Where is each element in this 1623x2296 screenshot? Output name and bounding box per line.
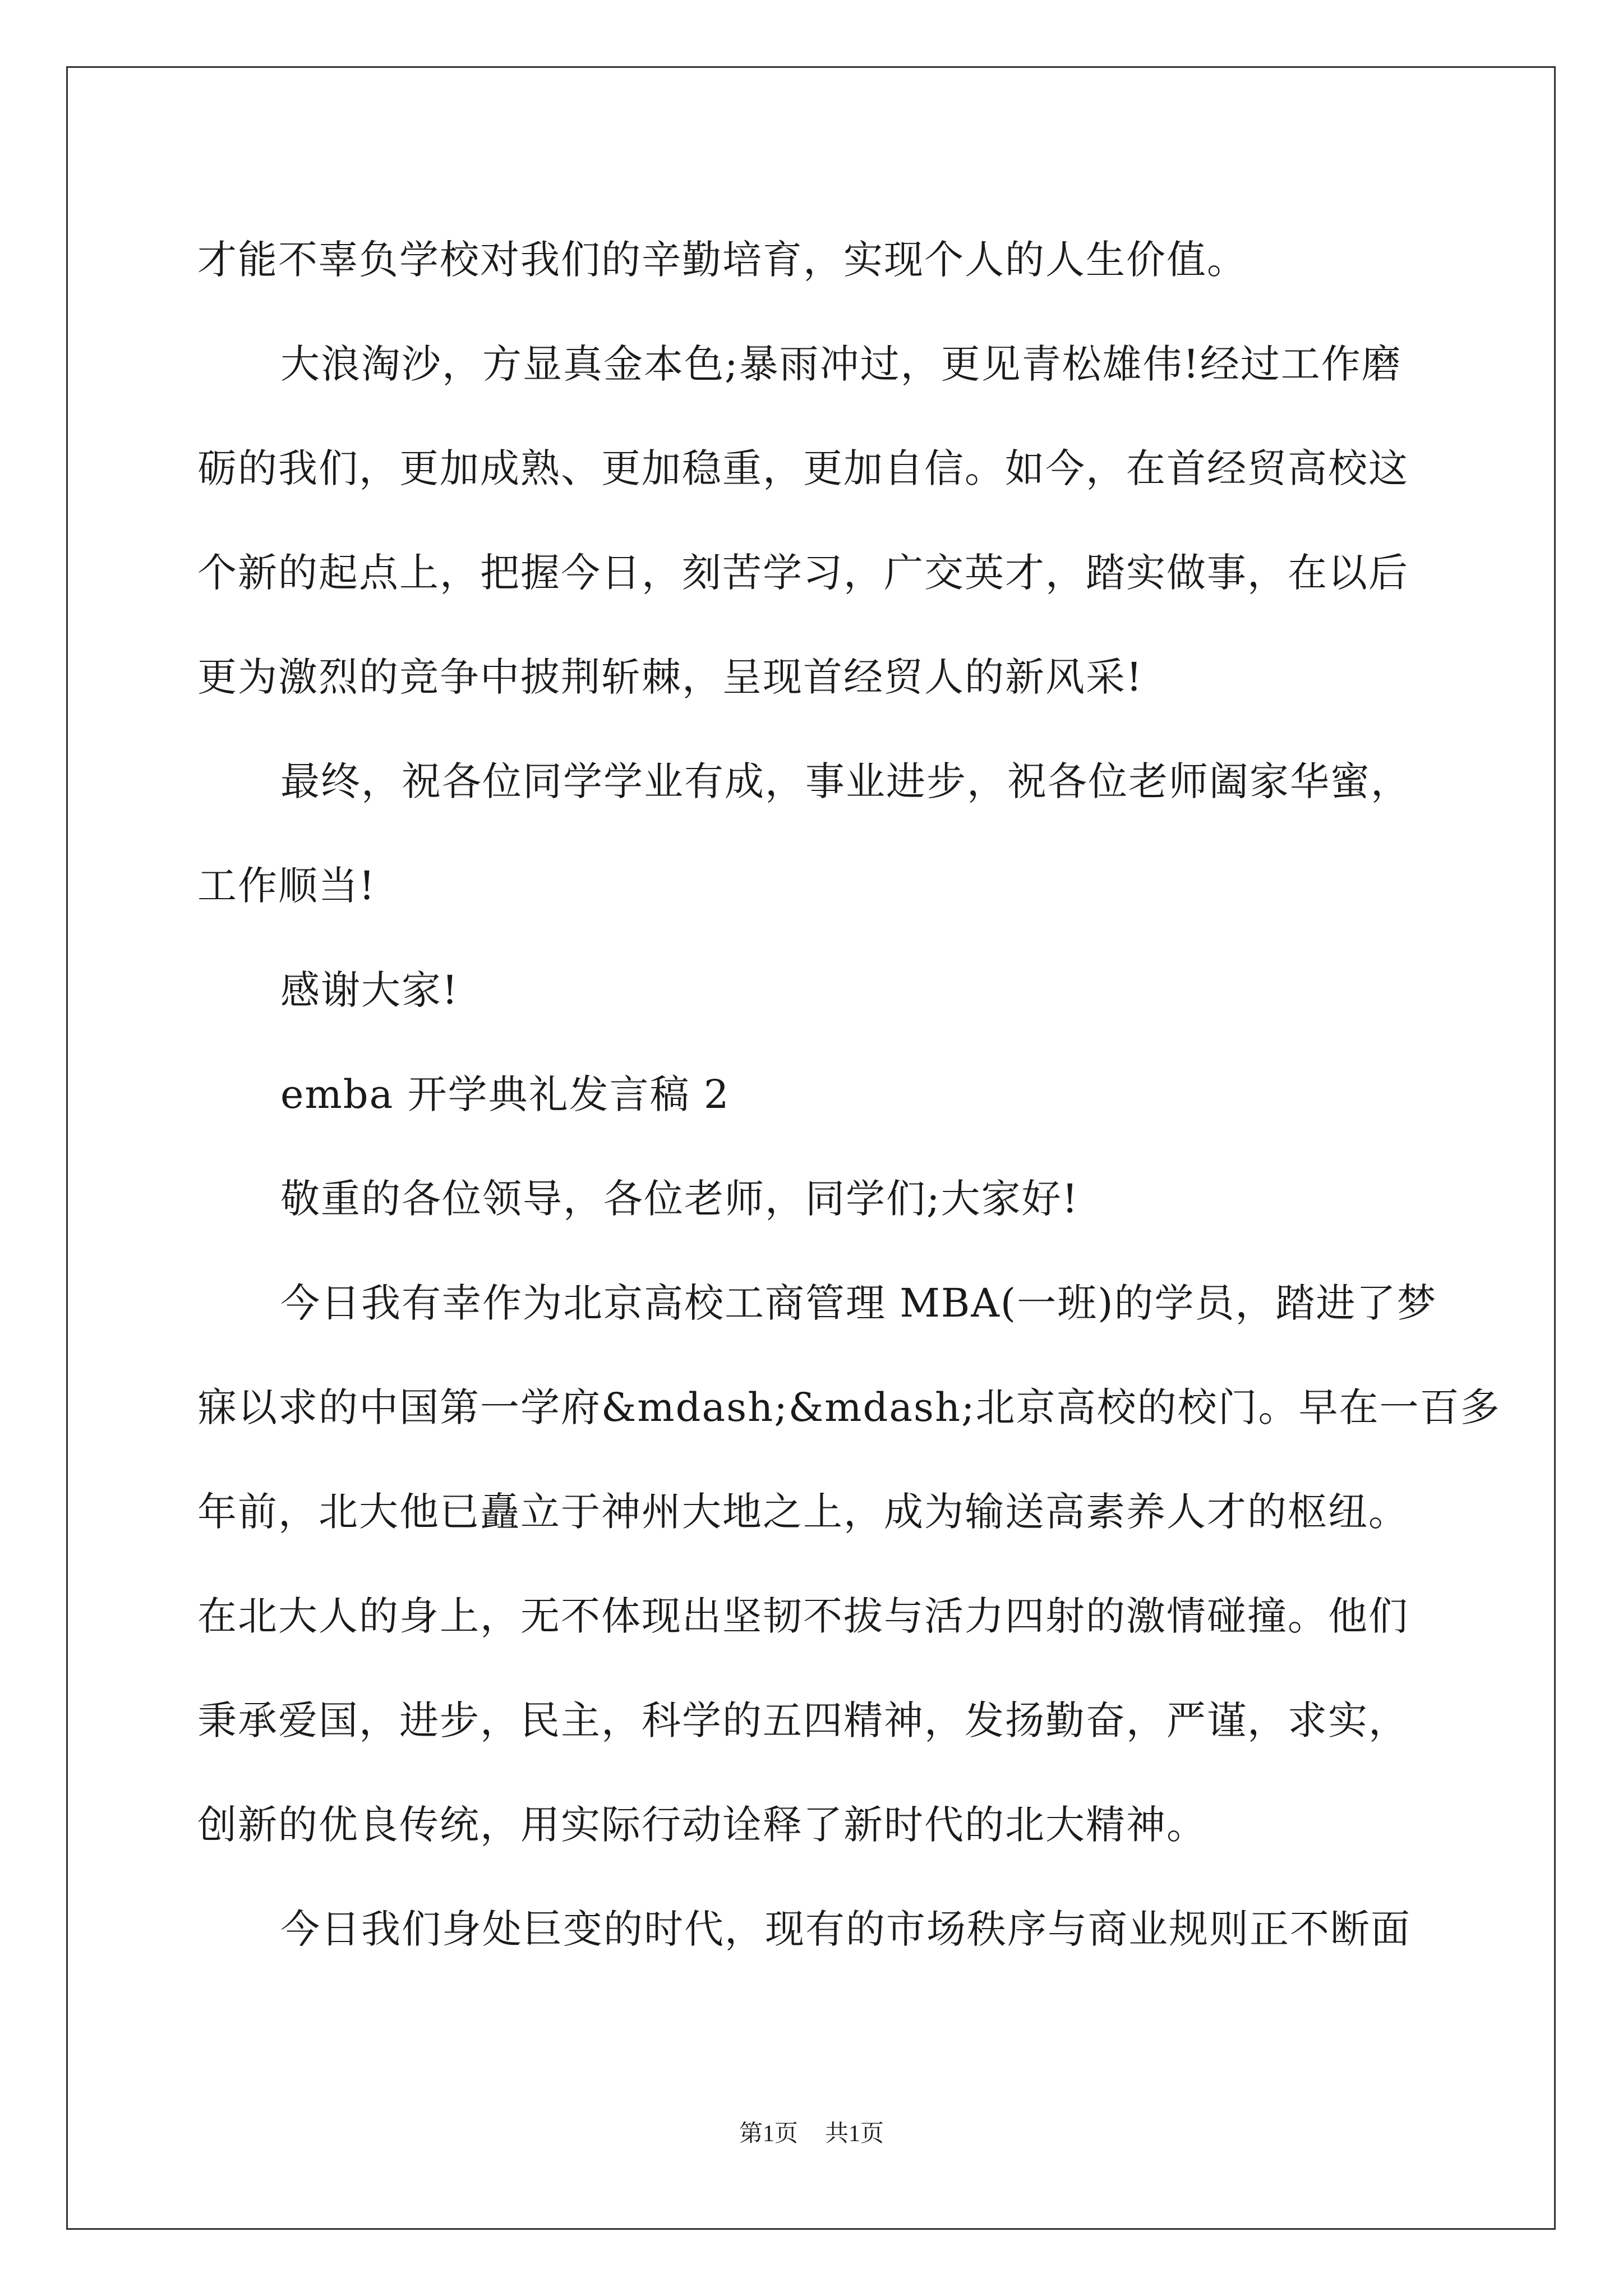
- text-line: 年前，北大他已矗立于神州大地之上，成为输送高素养人才的枢纽。: [197, 1489, 1409, 1535]
- text-line: 寐以求的中国第一学府&mdash;&mdash;北京高校的校门。早在一百多: [197, 1384, 1501, 1430]
- text-line: 更为激烈的竞争中披荆斩棘，呈现首经贸人的新风采!: [197, 654, 1144, 700]
- page-total: 共1页: [825, 2121, 884, 2147]
- page-number: 第1页: [739, 2121, 798, 2147]
- text-line: 个新的起点上，把握今日，刻苦学习，广交英才，踏实做事，在以后: [197, 550, 1409, 596]
- text-line: 工作顺当!: [197, 863, 376, 909]
- text-line: 敬重的各位领导，各位老师，同学们;大家好!: [280, 1176, 1079, 1222]
- page-footer: [0, 2115, 1623, 2148]
- text-line: 才能不辜负学校对我们的辛勤培育，实现个人的人生价值。: [197, 237, 1247, 283]
- text-line: 今日我有幸作为北京高校工商管理 MBA(一班)的学员，踏进了梦: [280, 1280, 1437, 1326]
- text-line: 砺的我们，更加成熟、更加稳重，更加自信。如今，在首经贸高校这: [197, 445, 1409, 491]
- text-line: 大浪淘沙，方显真金本色;暴雨冲过，更见青松雄伟!经过工作磨: [280, 341, 1402, 387]
- document-body: [197, 208, 1501, 1981]
- text-line: 在北大人的身上，无不体现出坚韧不拔与活力四射的激情碰撞。他们: [197, 1593, 1409, 1639]
- text-line: 今日我们身处巨变的时代，现有的市场秩序与商业规则正不断面: [280, 1906, 1411, 1952]
- text-line: 秉承爱国，进步，民主，科学的五四精神，发扬勤奋，严谨，求实，: [197, 1697, 1409, 1743]
- text-line: 感谢大家!: [280, 967, 459, 1013]
- section-heading: emba 开学典礼发言稿 2: [280, 1071, 730, 1117]
- text-line: 最终，祝各位同学学业有成，事业进步，祝各位老师阖家华蜜，: [280, 758, 1411, 804]
- text-line: 创新的优良传统，用实际行动诠释了新时代的北大精神。: [197, 1802, 1207, 1848]
